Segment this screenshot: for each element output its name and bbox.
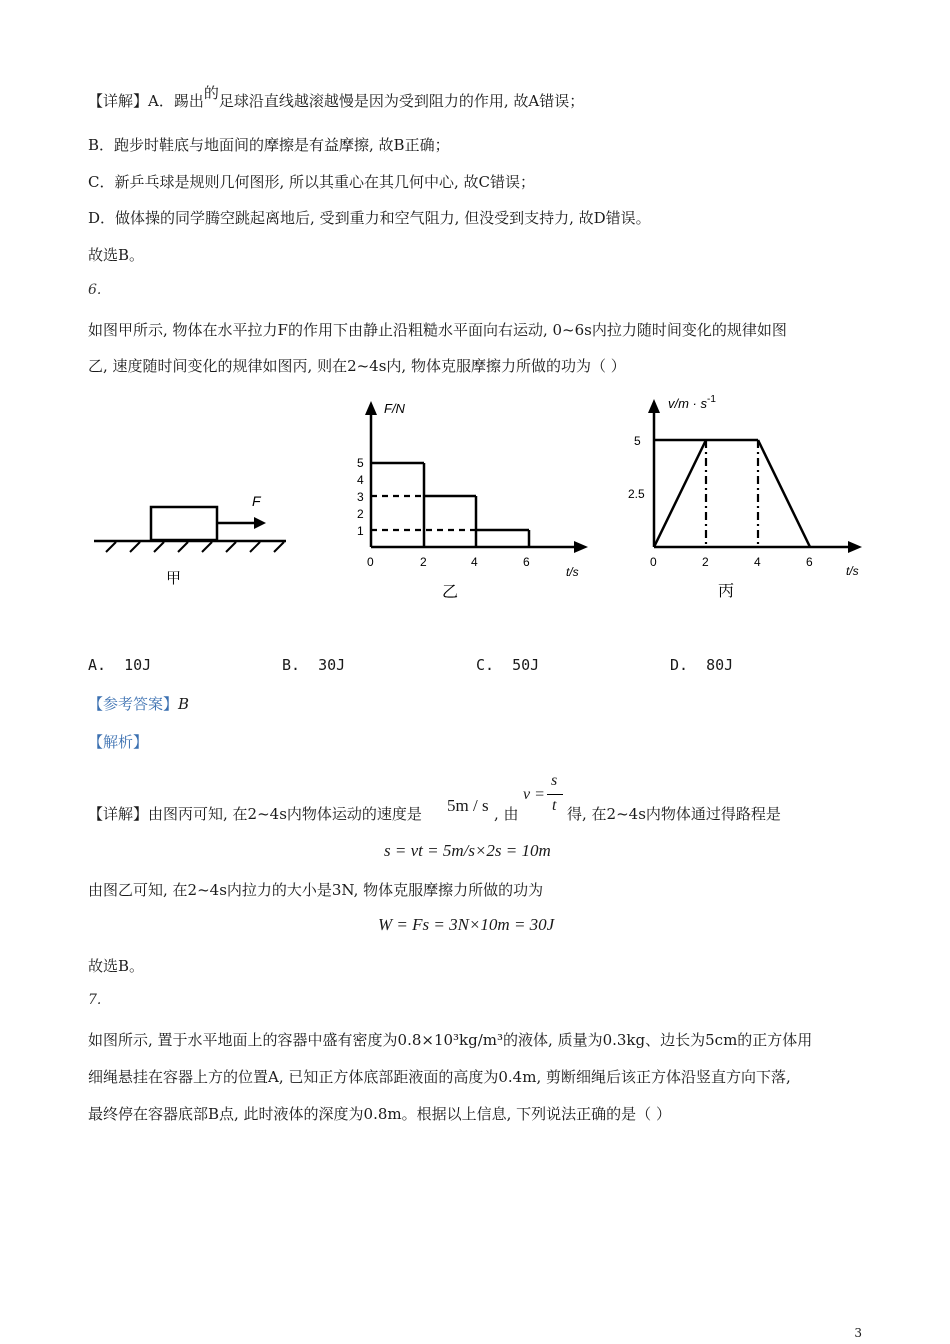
force-step-line: [371, 463, 529, 547]
x-axis-label: t/s: [846, 564, 859, 578]
y-tick-5: 5: [357, 456, 364, 470]
figure-jia: [90, 488, 290, 588]
x-tick-0: 0: [367, 555, 374, 569]
q5-detail-a-pre: 【详解】A．踢出: [88, 92, 204, 110]
x-axis-label: t/s: [566, 565, 579, 579]
q5-option-c: C．新乒乓球是规则几何图形, 所以其重心在其几何中心, 故C错误；: [88, 173, 536, 191]
detail-speed: 5m / s: [447, 796, 489, 815]
q6-stem-line1: 如图甲所示, 物体在水平拉力F的作用下由静止沿粗糙水平面向右运动, 0~6s内拉力随时间变化的规律如图: [88, 321, 787, 339]
q6-conclusion: 故选B。: [88, 957, 145, 975]
x-arrow: [848, 541, 862, 553]
y-axis-label: F/N: [384, 401, 405, 416]
y-tick-4: 4: [357, 473, 364, 487]
q7-line2: 细绳悬挂在容器上方的位置A, 已知正方体底部距液面的高度为0.4m, 剪断细绳后该正方体沿竖直方向下落,: [88, 1068, 791, 1086]
equation-distance: s = vt = 5m/s×2s = 10m: [384, 841, 551, 860]
x-tick-4: 4: [754, 555, 761, 569]
q5-option-d: D．做体操的同学腾空跳起离地后, 受到重力和空气阻力, 但没受到支持力, 故D错误。: [88, 209, 651, 227]
detail-mid: , 由: [494, 805, 519, 823]
force-arrow-head: [254, 517, 266, 529]
fraction-bar: [547, 794, 563, 795]
formula-numerator: s: [551, 772, 558, 789]
figure-bing: [620, 392, 870, 607]
x-tick-0: 0: [650, 555, 657, 569]
ground-hatch: [106, 542, 284, 552]
y-arrow: [365, 401, 377, 415]
y-tick-3: 3: [357, 490, 364, 504]
detail-post: 得, 在2~4s内物体通过得路程是: [567, 805, 781, 823]
q5-detail-a-post: 足球沿直线越滚越慢是因为受到阻力的作用, 故A错误；: [218, 92, 585, 110]
x-tick-6: 6: [523, 555, 530, 569]
option-d: D. 80J: [670, 656, 734, 674]
equation-work: W = Fs = 3N×10m = 30J: [378, 915, 555, 934]
q5-detail-a-sup: 的: [203, 84, 219, 102]
dashed-guides: [706, 440, 758, 547]
caption-bing: 丙: [718, 583, 735, 600]
answer-label: 【参考答案】: [88, 695, 179, 713]
q6-detail-line: [88, 803, 422, 824]
x-arrow: [574, 541, 588, 553]
x-tick-2: 2: [420, 555, 427, 569]
page-number: 3: [854, 1326, 862, 1340]
block: [151, 507, 217, 540]
analysis-label: 【解析】: [88, 733, 149, 751]
q6-number: 6.: [88, 282, 102, 298]
y-tick-2: 2: [357, 507, 364, 521]
y-tick-2-5: 2.5: [628, 487, 645, 501]
caption-yi: 乙: [442, 584, 459, 601]
speed-line: [654, 440, 810, 547]
q7-line1: 如图所示, 置于水平地面上的容器中盛有密度为0.8×10³kg/m³的液体, 质量为0.3kg、边长为5cm的正方体用: [88, 1031, 813, 1049]
caption-jia: 甲: [166, 570, 182, 587]
y-arrow: [648, 399, 660, 413]
answer-line: [88, 693, 189, 714]
y-tick-1: 1: [357, 524, 364, 538]
option-c: C. 50J: [476, 656, 540, 674]
option-a: A. 10J: [88, 656, 152, 674]
figure-yi: [350, 395, 600, 605]
q7-line3: 最终停在容器底部B点, 此时液体的深度为0.8m。根据以上信息, 下列说法正确的是（ ）: [88, 1105, 671, 1123]
q5-conclusion: 故选B。: [88, 246, 145, 264]
q5-detail-a: [88, 84, 585, 111]
option-b: B. 30J: [282, 656, 346, 674]
force-label: F: [252, 493, 261, 509]
answer-value: B: [178, 695, 190, 713]
x-tick-4: 4: [471, 555, 478, 569]
q6-detail2: 由图乙可知, 在2~4s内拉力的大小是3N, 物体克服摩擦力所做的功为: [88, 881, 544, 899]
formula-lhs: v =: [523, 786, 545, 803]
detail-pre: 【详解】由图丙可知, 在2~4s内物体运动的速度是: [88, 805, 422, 823]
y-tick-5: 5: [634, 434, 641, 448]
formula-denominator: t: [552, 797, 557, 814]
y-axis-label: $v/m \cdot s^{-1}$: [668, 394, 716, 411]
q7-number: 7.: [88, 992, 102, 1008]
x-tick-2: 2: [702, 555, 709, 569]
x-tick-6: 6: [806, 555, 813, 569]
q6-stem-line2: 乙, 速度随时间变化的规律如图丙, 则在2~4s内, 物体克服摩擦力所做的功为（ ）: [88, 357, 626, 375]
q5-option-b: B．跑步时鞋底与地面间的摩擦是有益摩擦, 故B正确；: [88, 136, 450, 154]
